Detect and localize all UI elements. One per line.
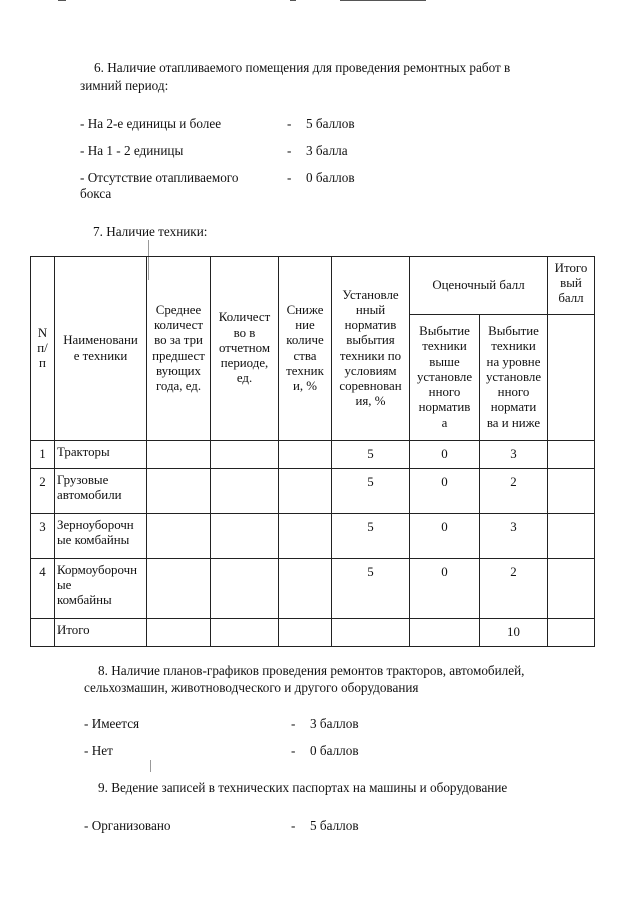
footer-decrease [279, 619, 332, 647]
section6-item-dash: - [287, 170, 292, 185]
row-total [548, 559, 595, 619]
row-count [211, 559, 279, 619]
section6-item-score: 5 баллов [306, 116, 355, 131]
row-count [211, 469, 279, 514]
row-decrease [279, 469, 332, 514]
footer-count [211, 619, 279, 647]
row-total [548, 514, 595, 559]
header-score-below: Выбытие техники на уровне установле нного нормати ва и ниже [480, 315, 548, 441]
row-score-below: 2 [480, 469, 548, 514]
footer-avg [147, 619, 211, 647]
scan-artifact-line [150, 760, 151, 772]
footer-score-below: 10 [480, 619, 548, 647]
section6-heading-line1: 6. Наличие отапливаемого помещения для проведения ремонтных работ в [94, 60, 511, 75]
scan-artifact-top [0, 0, 639, 4]
table-header-row [31, 257, 595, 315]
section6-item-score: 3 балла [306, 143, 348, 158]
row-num: 2 [31, 469, 55, 514]
section6-item-dash: - [287, 143, 292, 158]
table-row [31, 514, 595, 559]
section9-item-label: - Организовано [84, 818, 171, 833]
section8-item-dash: - [291, 743, 296, 758]
row-score-below: 3 [480, 514, 548, 559]
section8-item-score: 0 баллов [310, 743, 359, 758]
row-decrease [279, 441, 332, 469]
row-total [548, 469, 595, 514]
header-total-empty [548, 315, 595, 441]
row-score-above: 0 [410, 469, 480, 514]
header-num: N п/ п [31, 257, 55, 441]
footer-label: Итого [55, 619, 147, 647]
section6-item-score: 0 баллов [306, 170, 355, 185]
section6-item-label: - На 2-е единицы и более [80, 116, 222, 131]
row-score-below: 2 [480, 559, 548, 619]
section7-heading: 7. Наличие техники: [93, 224, 208, 239]
footer-score-above [410, 619, 480, 647]
row-name: Зерноуборочн ые комбайны [55, 514, 147, 559]
table-row [31, 441, 595, 469]
section9-item-dash: - [291, 818, 296, 833]
section6-item-label: - На 1 - 2 единицы [80, 143, 184, 158]
header-count: Количест во в отчетном периоде, ед. [211, 257, 279, 441]
row-score-below: 3 [480, 441, 548, 469]
section6-item-label-cont: бокса [80, 186, 112, 201]
header-score-group: Оценочный балл [410, 257, 548, 315]
technics-table [30, 256, 595, 647]
header-avg: Среднее количест во за три предшест вующих года, ед. [147, 257, 211, 441]
table-row [31, 559, 595, 619]
section8-item-label: - Нет [84, 743, 113, 758]
section9-item-score: 5 баллов [310, 818, 359, 833]
row-name: Кормоуборочн ые комбайны [55, 559, 147, 619]
section8-item-label: - Имеется [84, 716, 140, 731]
header-name: Наименовани е техники [55, 257, 147, 441]
row-decrease [279, 514, 332, 559]
row-decrease [279, 559, 332, 619]
section6-heading-line2: зимний период: [80, 78, 169, 93]
section8-item-dash: - [291, 716, 296, 731]
row-score-above: 0 [410, 514, 480, 559]
section8-heading-line1: 8. Наличие планов-графиков проведения ремонтов тракторов, автомобилей, [98, 663, 525, 678]
footer-norm [332, 619, 410, 647]
header-decrease: Сниже ние количе ства техник и, % [279, 257, 332, 441]
header-score-above: Выбытие техники выше установле нного норматив а [410, 315, 480, 441]
section6-item-label: - Отсутствие отапливаемого [80, 170, 239, 185]
row-total [548, 441, 595, 469]
table-footer-row [31, 619, 595, 647]
section9-heading: 9. Ведение записей в технических паспортах на машины и оборудование [98, 780, 508, 795]
section6-item-dash: - [287, 116, 292, 131]
row-score-above: 0 [410, 441, 480, 469]
row-norm: 5 [332, 441, 410, 469]
header-norm: Установле нный норматив выбытия техники по условиям соревнован ия, % [332, 257, 410, 441]
table-row [31, 469, 595, 514]
header-total: Итого вый балл [548, 257, 595, 315]
row-avg [147, 514, 211, 559]
row-avg [147, 469, 211, 514]
row-avg [147, 559, 211, 619]
row-count [211, 514, 279, 559]
row-count [211, 441, 279, 469]
row-norm: 5 [332, 559, 410, 619]
row-num: 1 [31, 441, 55, 469]
footer-total [548, 619, 595, 647]
row-name: Грузовые автомобили [55, 469, 147, 514]
section8-item-score: 3 баллов [310, 716, 359, 731]
row-num: 3 [31, 514, 55, 559]
footer-num [31, 619, 55, 647]
row-norm: 5 [332, 469, 410, 514]
row-score-above: 0 [410, 559, 480, 619]
row-num: 4 [31, 559, 55, 619]
row-norm: 5 [332, 514, 410, 559]
row-name: Тракторы [55, 441, 147, 469]
row-avg [147, 441, 211, 469]
section8-heading-line2: сельхозмашин, животноводческого и другого оборудования [84, 680, 419, 695]
